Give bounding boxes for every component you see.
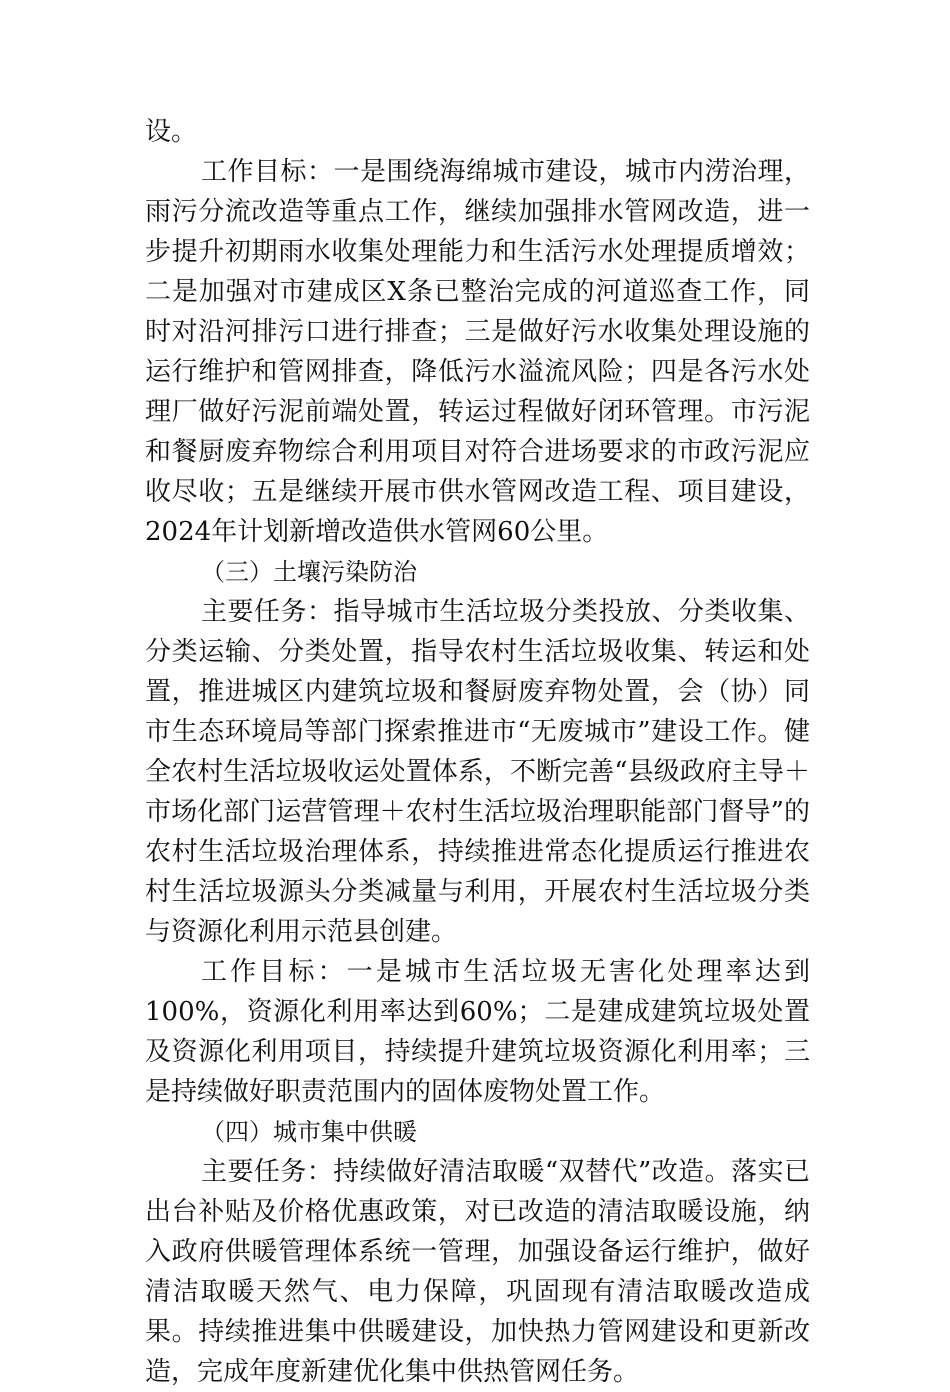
paragraph-soil-work-goals: 工作目标：一是城市生活垃圾无害化处理率达到100%，资源化利用率达到60%；二是建成建筑垃圾处置及资源化利用项目，持续提升建筑垃圾资源化利用率；三是持续做好职责范围内的固体废物处置工作。 [145,957,810,1107]
paragraph-continuation: 设。 [145,117,198,147]
document-body [145,112,810,1392]
paragraph-soil-main-tasks: 主要任务：指导城市生活垃圾分类投放、分类收集、分类运输、分类处置，指导农村生活垃圾收集、转运和处置，推进城区内建筑垃圾和餐厨废弃物处置，会（协）同市生态环境局等部门探索推进市“无废城市”建设工作。健全农村生活垃圾收运处置体系，不断完善“县级政府主导＋市场化部门运营管理＋农村生活垃圾治理职能部门督导”的农村生活垃圾治理体系，持续推进常态化提质运行推进农村生活垃圾源头分类减量与利用，开展农村生活垃圾分类与资源化利用示范县创建。 [145,597,810,947]
section-heading-central-heating: （四）城市集中供暖 [201,1118,417,1146]
paragraph-heating-main-tasks: 主要任务：持续做好清洁取暖“双替代”改造。落实已出台补贴及价格优惠政策，对已改造的清洁取暖设施，纳入政府供暖管理体系统一管理，加强设备运行维护，做好清洁取暖天然气、电力保障，巩固现有清洁取暖改造成果。持续推进集中供暖建设，加快热力管网建设和更新改造，完成年度新建优化集中供热管网任务。 [145,1157,810,1387]
section-heading-soil-pollution: （三）土壤污染防治 [201,558,417,586]
paragraph-water-work-goals: 工作目标：一是围绕海绵城市建设，城市内涝治理，雨污分流改造等重点工作，继续加强排水管网改造，进一步提升初期雨水收集处理能力和生活污水处理提质增效；二是加强对市建成区X条已整治完成的河道巡查工作，同时对沿河排污口进行排查；三是做好污水收集处理设施的运行维护和管网排查，降低污水溢流风险；四是各污水处理厂做好污泥前端处置，转运过程做好闭环管理。市污泥和餐厨废弃物综合利用项目对符合进场要求的市政污泥应收尽收；五是继续开展市供水管网改造工程、项目建设，2024年计划新增改造供水管网60公里。 [145,157,810,547]
